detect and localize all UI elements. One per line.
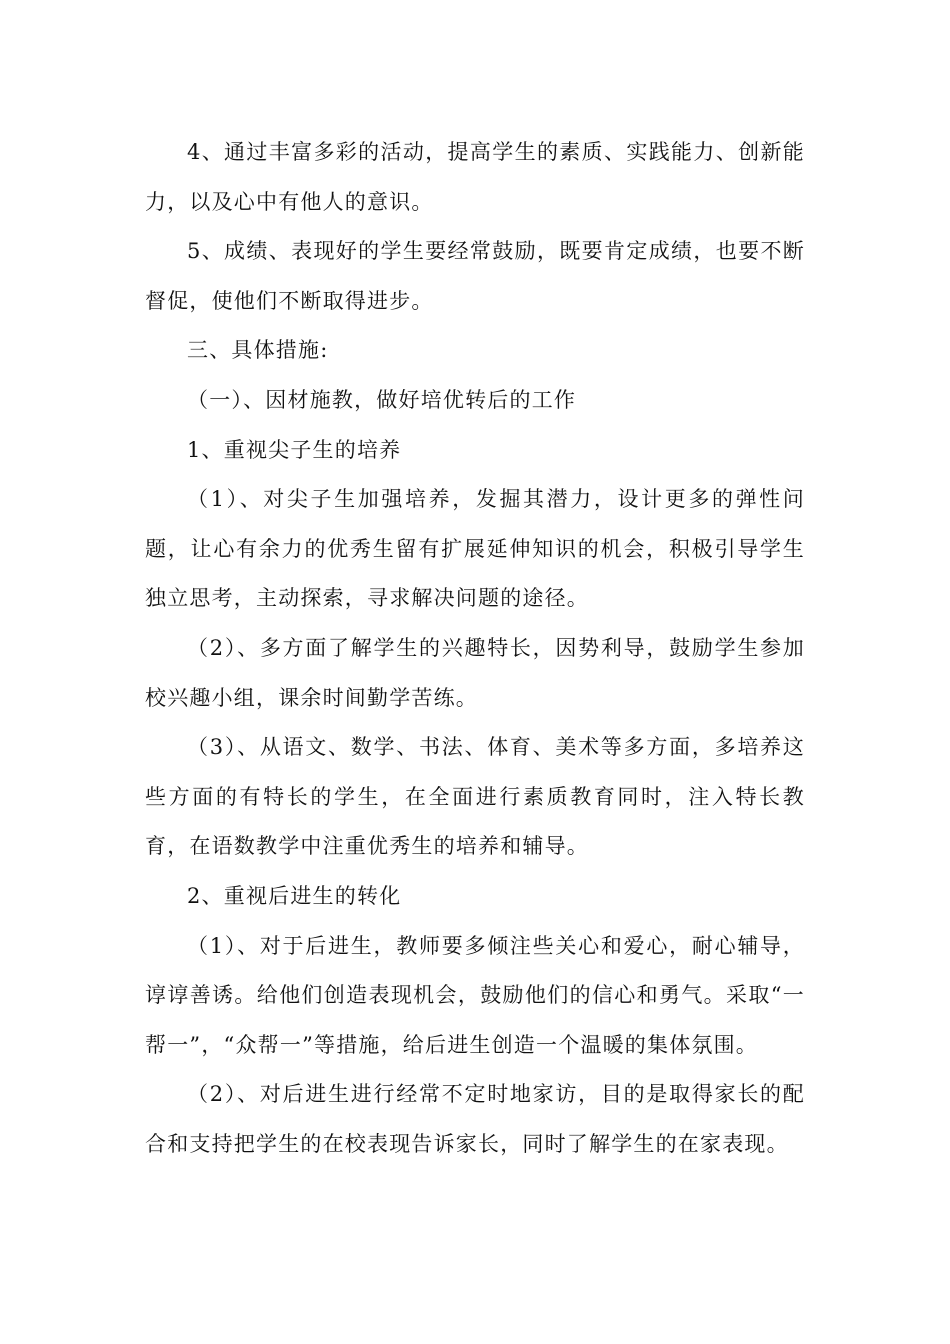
- section-heading-measures: 三、具体措施:: [187, 338, 329, 363]
- item-heading-struggling-students: 2、重视后进生的转化: [187, 883, 402, 908]
- paragraph-goal-5: 5、成绩、表现好的学生要经常鼓励，既要肯定成绩，也要不断督促，使他们不断取得进步。: [145, 239, 805, 313]
- item-heading-top-students: 1、重视尖子生的培养: [187, 437, 402, 462]
- subsection-heading-1: （一）、因材施教，做好培优转后的工作: [187, 387, 577, 412]
- paragraph-goal-4: 4、通过丰富多彩的活动，提高学生的素质、实践能力、创新能力，以及心中有他人的意识。: [145, 140, 805, 214]
- paragraph-top-students-3: （3）、从语文、数学、书法、体育、美术等多方面，多培养这些方面的有特长的学生，在全面进行素质教育同时，注入特长教育，在语数教学中注重优秀生的培养和辅导。: [145, 735, 805, 859]
- paragraph-top-students-2: （2）、多方面了解学生的兴趣特长，因势利导，鼓励学生参加校兴趣小组，课余时间勤学苦练。: [145, 635, 805, 710]
- paragraph-struggling-students-1: （1）、对于后进生，教师要多倾注些关心和爱心，耐心辅导，谆谆善诱。给他们创造表现机会，鼓励他们的信心和勇气。采取“一帮一”，“众帮一”等措施，给后进生创造一个温暖的集体氛围。: [145, 933, 805, 1057]
- document-body: [145, 128, 805, 1169]
- paragraph-top-students-1: （1）、对尖子生加强培养，发掘其潜力，设计更多的弹性问题，让心有余力的优秀生留有扩展延伸知识的机会，积极引导学生独立思考，主动探索，寻求解决问题的途径。: [145, 487, 805, 611]
- paragraph-struggling-students-2: （2）、对后进生进行经常不定时地家访，目的是取得家长的配合和支持把学生的在校表现告诉家长，同时了解学生的在家表现。: [145, 1082, 805, 1156]
